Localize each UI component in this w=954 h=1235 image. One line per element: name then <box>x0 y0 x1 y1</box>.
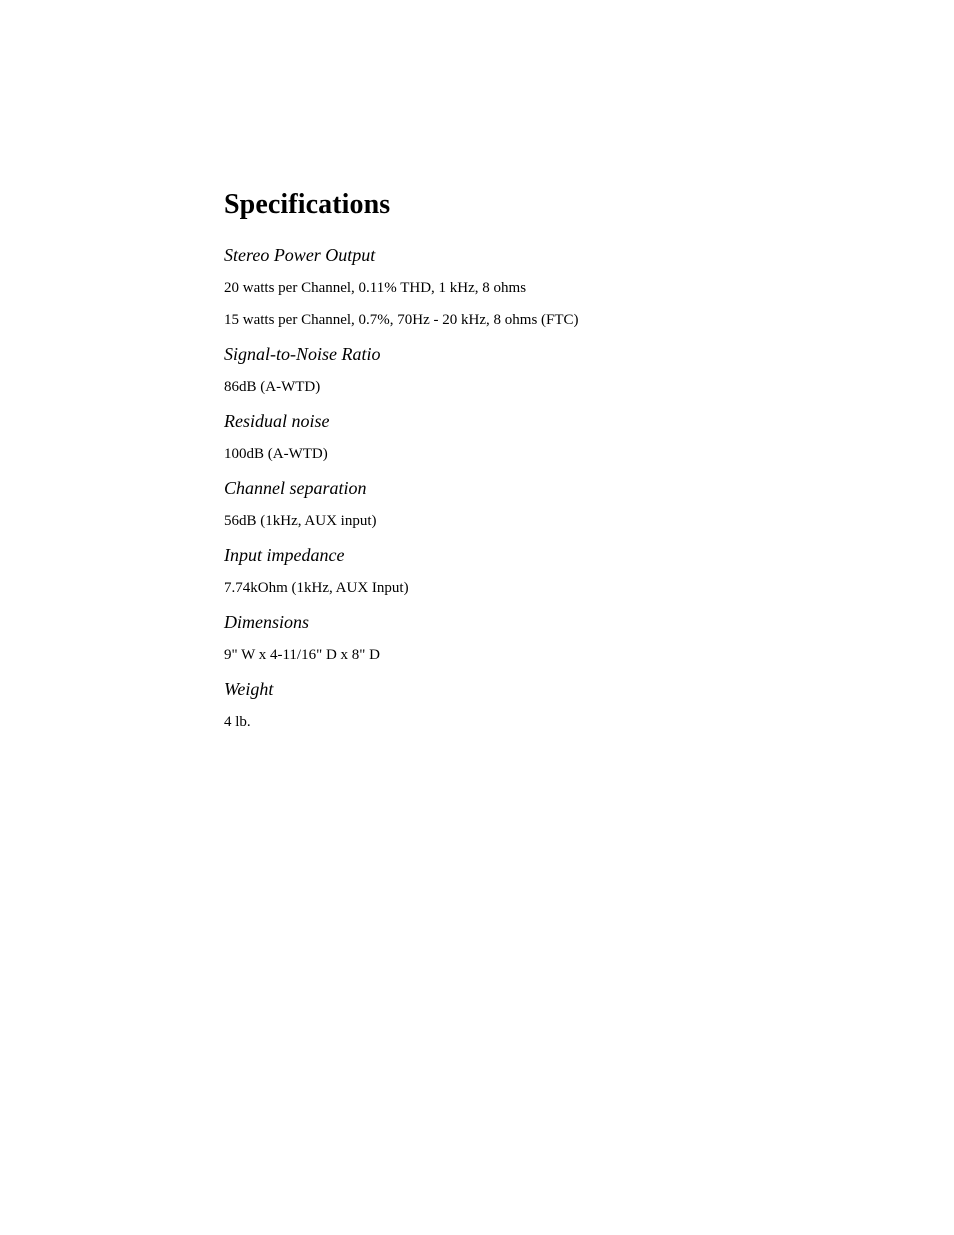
spec-dimensions <box>224 611 884 664</box>
spec-weight <box>224 678 884 731</box>
spec-input-impedance <box>224 544 884 597</box>
spec-value: 56dB (1kHz, AUX input) <box>224 513 377 529</box>
spec-heading: Input impedance <box>224 545 345 565</box>
spec-value: 7.74kOhm (1kHz, AUX Input) <box>224 580 409 596</box>
spec-channel-separation <box>224 477 884 530</box>
spec-signal-to-noise-ratio <box>224 343 884 396</box>
spec-heading: Dimensions <box>224 612 309 632</box>
spec-heading: Signal-to-Noise Ratio <box>224 344 381 364</box>
spec-heading: Stereo Power Output <box>224 245 376 265</box>
spec-residual-noise <box>224 410 884 463</box>
spec-value: 15 watts per Channel, 0.7%, 70Hz - 20 kHz, 8 ohms (FTC) <box>224 312 579 328</box>
spec-value: 9" W x 4-11/16" D x 8" D <box>224 647 381 663</box>
spec-value: 20 watts per Channel, 0.11% THD, 1 kHz, 8 ohms <box>224 280 527 296</box>
spec-heading: Residual noise <box>224 411 330 431</box>
specifications-page <box>224 188 884 745</box>
spec-value: 4 lb. <box>224 714 251 730</box>
spec-heading: Weight <box>224 679 274 699</box>
spec-value: 100dB (A-WTD) <box>224 446 328 462</box>
spec-stereo-power-output <box>224 244 884 329</box>
spec-heading: Channel separation <box>224 478 367 498</box>
page-title: Specifications <box>224 189 391 220</box>
spec-value: 86dB (A-WTD) <box>224 379 321 395</box>
